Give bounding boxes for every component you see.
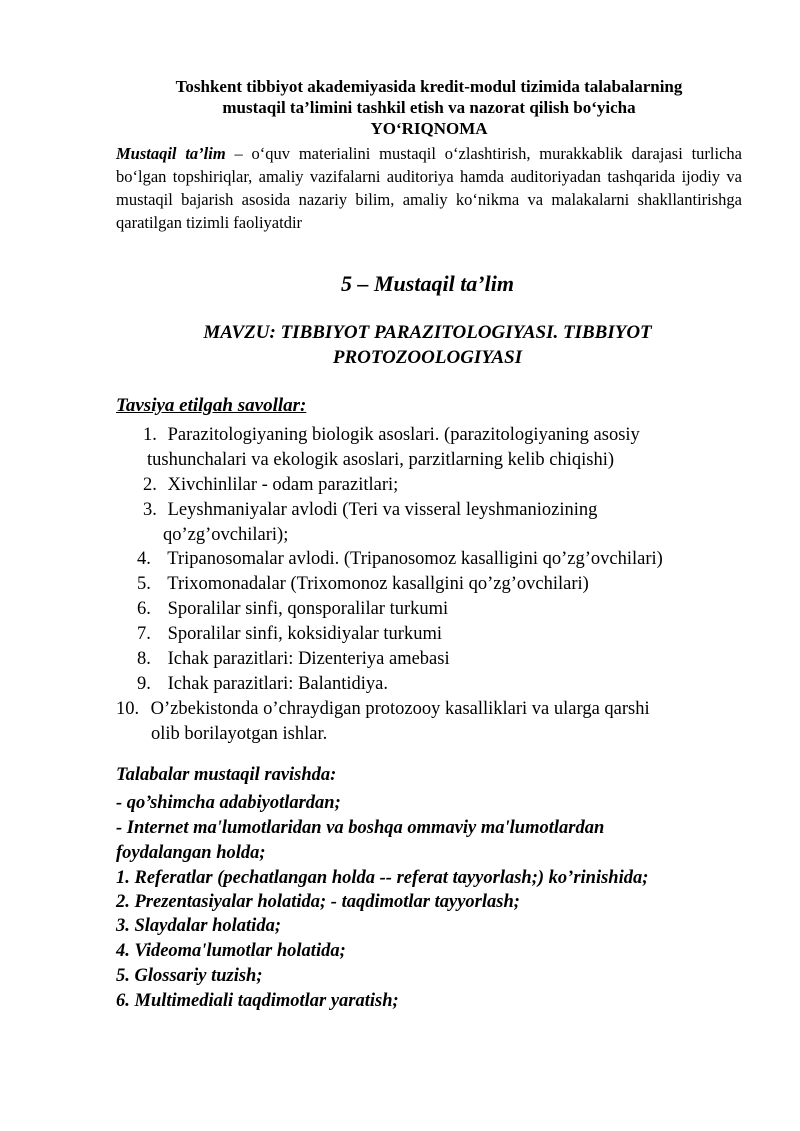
question-item [137, 672, 388, 697]
students-line: 4. Videoma'lumotlar holatida; [116, 941, 346, 961]
questions-heading: Tavsiya etilgah savollar: [116, 395, 307, 416]
question-item [143, 423, 640, 473]
students-line: foydalangan holda; [116, 843, 266, 863]
question-text: Sporalilar sinfi, qonsporalilar turkumi [167, 599, 449, 619]
intro-paragraph [116, 142, 742, 234]
students-line: 6. Multimediali taqdimotlar yaratish; [116, 991, 399, 1011]
students-line: 2. Prezentasiyalar holatida; - taqdimotlar tayyorlash; [116, 892, 520, 912]
question-text: Parazitologiyaning biologik asoslari. (parazitologiyaning asosiy [167, 425, 640, 445]
question-number: 6. [137, 599, 151, 619]
question-item [137, 572, 589, 597]
document-header [116, 76, 742, 139]
question-text: Tripanosomalar avlodi. (Tripanosomoz kasalligini qo’zg’ovchilari) [167, 549, 663, 569]
question-number: 8. [137, 649, 151, 669]
question-item [116, 697, 650, 747]
students-line: 3. Slaydalar holatida; [116, 916, 281, 936]
students-heading: Talabalar mustaqil ravishda: [116, 765, 337, 785]
intro-term: Mustaqil ta’lim [116, 144, 226, 163]
students-line: 5. Glossariy tuzish; [116, 966, 263, 986]
question-text: Ichak parazitlari: Dizenteriya amebasi [167, 649, 450, 669]
question-item [143, 498, 597, 548]
question-continuation: olib borilayotgan ishlar. [151, 724, 328, 744]
students-line: - Internet ma'lumotlaridan va boshqa ommaviy ma'lumotlardan [116, 818, 605, 838]
header-line-2: mustaqil ta’limini tashkil etish va nazorat qilish bo‘yicha [222, 98, 636, 117]
question-text: O’zbekistonda o’chraydigan protozooy kasalliklari va ularga qarshi [150, 699, 650, 719]
intro-text: – o‘quv materialini mustaqil o‘zlashtirish, murakkablik darajasi turlicha bo‘lgan topshiriqlar, amaliy vazifalarni auditoriya hamda auditoriyadan tashqarida ijodiy va mustaqil bajarish asosida nazariy bilim, amaliy ko‘nikma va malakalarni shakllantirishga qaratilgan tizimli faoliyatdir [116, 144, 742, 232]
question-item [137, 622, 442, 647]
question-item [137, 547, 663, 572]
question-number: 4. [137, 549, 151, 569]
topic-line-2: PROTOZOOLOGIYASI [332, 347, 523, 368]
question-text: Sporalilar sinfi, koksidiyalar turkumi [167, 624, 442, 644]
question-item [143, 473, 398, 498]
question-item [137, 647, 450, 672]
question-text: Trixomonadalar (Trixomonoz kasallgini qo’zg’ovchilari) [167, 574, 589, 594]
header-title: YO‘RIQNOMA [370, 119, 488, 138]
question-continuation: tushunchalari va ekologik asoslari, parzitlarning kelib chiqishi) [147, 450, 614, 470]
question-text: Ichak parazitlari: Balantidiya. [167, 674, 388, 694]
students-line: - qo’shimcha adabiyotlardan; [116, 793, 341, 813]
question-text: Xivchinlilar - odam parazitlari; [167, 475, 399, 495]
question-item [137, 597, 448, 622]
students-line: 1. Referatlar (pechatlangan holda -- referat tayyorlash;) ko’rinishida; [116, 868, 649, 888]
question-number: 3. [143, 500, 157, 520]
question-number: 9. [137, 674, 151, 694]
topic-title [150, 320, 705, 370]
question-number: 1. [143, 425, 157, 445]
question-text: Leyshmaniyalar avlodi (Teri va visseral leyshmaniozining [167, 500, 598, 520]
question-number: 7. [137, 624, 151, 644]
header-line-1: Toshkent tibbiyot akademiyasida kredit-modul tizimida talabalarning [175, 77, 683, 96]
question-continuation: qo’zg’ovchilari); [163, 525, 289, 545]
question-number: 5. [137, 574, 151, 594]
question-number: 2. [143, 475, 157, 495]
question-number: 10. [116, 699, 140, 719]
topic-line-1: MAVZU: TIBBIYOT PARAZITOLOGIYASI. TIBBIYOT [203, 322, 652, 343]
lesson-title: 5 – Mustaqil ta’lim [341, 271, 514, 296]
